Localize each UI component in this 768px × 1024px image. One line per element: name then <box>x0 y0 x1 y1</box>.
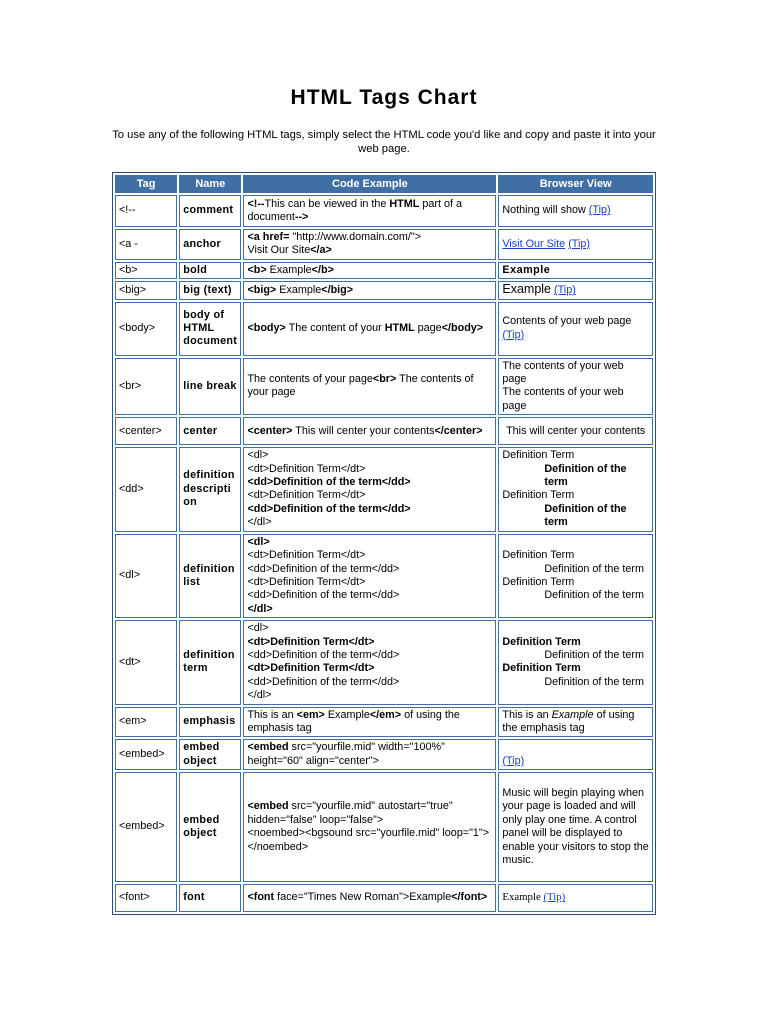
view-text: Music will begin playing when your page is loaded and will only play one time. A control panel will be displayed to enable your visitors to stop the music. <box>502 786 649 866</box>
tag-cell: <em> <box>115 707 177 738</box>
table-row <box>115 229 653 260</box>
code-tag: <b> <box>247 263 267 276</box>
tag-cell: <embed> <box>115 739 177 770</box>
code-cell <box>243 302 496 356</box>
table-row <box>115 534 653 618</box>
view-text: Example <box>502 282 552 297</box>
view-text: of using the emphasis tag <box>502 708 635 734</box>
code-cell <box>243 884 496 912</box>
code-tag: </center> <box>434 424 483 437</box>
view-text: Example <box>502 263 551 276</box>
code-tag: <big> <box>247 283 277 296</box>
name-cell: definition list <box>179 534 241 618</box>
table-row <box>115 707 653 738</box>
tag-cell: <a - <box>115 229 177 260</box>
tag-cell: <center> <box>115 417 177 445</box>
code-cell <box>243 358 496 416</box>
table-row <box>115 884 653 912</box>
view-text: This is an <box>502 708 552 721</box>
view-text: Contents of your web page <box>502 315 632 328</box>
header-browser-view: Browser View <box>498 175 653 193</box>
view-term: Definition Term <box>502 489 575 502</box>
view-term: Definition Term <box>502 449 575 462</box>
code-tag: </body> <box>441 321 484 334</box>
code-tag: <!-- <box>247 197 265 210</box>
code-tag: HTML <box>389 197 420 210</box>
code-line: </dl> <box>247 689 272 702</box>
code-text: The content of your <box>285 321 385 334</box>
code-tag: </font> <box>451 891 488 904</box>
table-header-row <box>115 175 653 193</box>
code-line: <dd>Definition of the term</dd> <box>247 589 400 602</box>
code-tag: </a> <box>310 244 332 257</box>
table-row <box>115 262 653 279</box>
view-cell <box>498 229 653 260</box>
code-text: The contents of your page <box>247 373 373 386</box>
table-row <box>115 417 653 445</box>
table-row <box>115 302 653 356</box>
code-line: <dt>Definition Term</dt> <box>247 462 366 475</box>
tag-cell: <br> <box>115 358 177 416</box>
view-text: The contents of your web page <box>502 359 624 386</box>
view-cell <box>498 739 653 770</box>
table-row <box>115 772 653 882</box>
table-row <box>115 195 653 227</box>
code-text: of using the emphasis tag <box>247 708 460 734</box>
code-cell <box>243 229 496 260</box>
code-cell <box>243 739 496 770</box>
code-line: <dd>Definition of the term</dd> <box>247 675 400 688</box>
name-cell: definition description <box>179 447 241 531</box>
code-line: <dd>Definition of the term</dd> <box>247 648 400 661</box>
view-text: The contents of your web page <box>502 386 624 412</box>
code-text: Example <box>279 283 322 296</box>
code-tag: <body> <box>247 321 286 334</box>
code-text: This is an <box>247 708 297 721</box>
table-row <box>115 281 653 299</box>
code-line: <dd>Definition of the term</dd> <box>247 476 411 489</box>
code-line: <dt>Definition Term</dt> <box>247 635 375 648</box>
view-text: This will center your contents <box>506 424 646 437</box>
code-cell <box>243 262 496 279</box>
header-tag: Tag <box>115 175 177 193</box>
view-cell <box>498 620 653 704</box>
tag-cell: <body> <box>115 302 177 356</box>
code-line: </dl> <box>247 516 272 529</box>
tag-cell: <big> <box>115 281 177 299</box>
tip-link[interactable]: (Tip) <box>588 204 611 217</box>
code-tag: <embed <box>247 741 289 754</box>
view-cell <box>498 281 653 299</box>
view-cell <box>498 884 653 912</box>
tag-cell: <!-- <box>115 195 177 227</box>
code-tag: <br> <box>372 373 397 386</box>
tip-link[interactable]: (Tip) <box>502 328 525 341</box>
tag-cell: <dt> <box>115 620 177 704</box>
name-cell: comment <box>179 195 241 227</box>
view-cell <box>498 707 653 738</box>
code-line: <dt>Definition Term</dt> <box>247 575 366 588</box>
view-cell <box>498 447 653 531</box>
code-cell <box>243 620 496 704</box>
code-cell <box>243 195 496 227</box>
view-text: Example <box>502 891 544 904</box>
code-line: <dt>Definition Term</dt> <box>247 489 366 502</box>
view-definition: Definition of the term <box>544 462 627 489</box>
code-line: <dl> <box>247 622 269 635</box>
view-definition: Definition of the term <box>544 675 644 688</box>
code-line: <dt>Definition Term</dt> <box>247 549 366 562</box>
view-definition: Definition of the term <box>544 648 644 661</box>
code-text: face="Times New Roman">Example <box>274 891 452 904</box>
code-text: <noembed><bgsound src="yourfile.mid" loop="1"></noembed> <box>247 827 490 853</box>
code-tag: </em> <box>369 708 402 721</box>
code-cell <box>243 447 496 531</box>
code-tag: </b> <box>311 263 334 276</box>
code-tag: </big> <box>321 283 354 296</box>
code-text: Visit Our Site <box>247 244 311 257</box>
code-tag: HTML <box>384 321 415 334</box>
code-text: page <box>414 321 442 334</box>
view-cell <box>498 534 653 618</box>
tag-cell: <dl> <box>115 534 177 618</box>
view-text: Example <box>551 708 594 721</box>
table-row <box>115 358 653 416</box>
code-text: Example <box>269 263 312 276</box>
name-cell: anchor <box>179 229 241 260</box>
code-line: <dd>Definition of the term</dd> <box>247 562 400 575</box>
code-tag: <font <box>247 891 275 904</box>
view-text: Nothing will show <box>502 204 589 217</box>
code-text: "http://www.domain.com/"> <box>292 231 422 243</box>
code-tag: --> <box>294 211 309 223</box>
table-row <box>115 739 653 770</box>
code-cell <box>243 534 496 618</box>
header-name: Name <box>179 175 241 193</box>
tip-link[interactable]: (Tip) <box>554 284 576 297</box>
view-cell <box>498 417 653 445</box>
view-cell <box>498 302 653 356</box>
view-definition: Definition of the term <box>544 502 627 529</box>
page-title: HTML Tags Chart <box>290 86 478 109</box>
name-cell: center <box>179 417 241 445</box>
view-definition: Definition of the term <box>544 562 644 575</box>
code-cell <box>243 772 496 882</box>
code-tag: <center> <box>247 424 293 437</box>
code-text: Example <box>324 708 370 721</box>
code-cell <box>243 281 496 299</box>
name-cell: font <box>179 884 241 912</box>
code-tag: <a href= <box>247 231 290 243</box>
code-text: src="yourfile.mid" width="100%" height="60" align="center"> <box>247 741 445 767</box>
code-line: <dl> <box>247 535 270 548</box>
code-text: The contents of your page <box>247 373 474 399</box>
tag-cell: <embed> <box>115 772 177 882</box>
name-cell: line break <box>179 358 241 416</box>
name-cell: embed object <box>179 739 241 770</box>
view-term: Definition Term <box>502 635 581 648</box>
code-cell <box>243 417 496 445</box>
tag-cell: <font> <box>115 884 177 912</box>
code-text: This can be viewed in the <box>264 197 390 210</box>
name-cell: definition term <box>179 620 241 704</box>
code-line: <dl> <box>247 449 269 462</box>
name-cell: emphasis <box>179 707 241 738</box>
tip-link[interactable]: (Tip) <box>543 891 566 904</box>
code-tag: <em> <box>296 708 325 721</box>
tag-cell: <b> <box>115 262 177 279</box>
view-cell <box>498 358 653 416</box>
tag-cell: <dd> <box>115 447 177 531</box>
name-cell: embed object <box>179 772 241 882</box>
name-cell: big (text) <box>179 281 241 299</box>
intro-text: To use any of the following HTML tags, simply select the HTML code you'd like and copy and paste it into your web page. <box>112 129 656 155</box>
table-row <box>115 447 653 531</box>
code-cell <box>243 707 496 738</box>
html-tags-table <box>112 172 656 915</box>
table-row <box>115 620 653 704</box>
code-text: src="yourfile.mid" autostart="true" hidden="false" loop="false"> <box>247 800 453 826</box>
code-text: This will center your contents <box>292 424 435 437</box>
name-cell: body of HTML document <box>179 302 241 356</box>
view-cell <box>498 262 653 279</box>
view-definition: Definition of the term <box>544 589 644 602</box>
code-text: part of a document <box>247 197 462 223</box>
view-term: Definition Term <box>502 549 575 562</box>
tip-link[interactable]: (Tip) <box>502 754 525 767</box>
view-term: Definition Term <box>502 575 575 588</box>
code-line: <dd>Definition of the term</dd> <box>247 502 411 515</box>
name-cell: bold <box>179 262 241 279</box>
code-line: </dl> <box>247 602 273 615</box>
view-cell <box>498 195 653 227</box>
visit-our-site-link[interactable]: Visit Our Site <box>502 237 566 250</box>
tip-link[interactable]: (Tip) <box>568 237 590 250</box>
code-tag: <embed <box>247 800 289 813</box>
view-cell <box>498 772 653 882</box>
header-code-example: Code Example <box>243 175 496 193</box>
code-line: <dt>Definition Term</dt> <box>247 662 375 675</box>
view-term: Definition Term <box>502 662 581 675</box>
